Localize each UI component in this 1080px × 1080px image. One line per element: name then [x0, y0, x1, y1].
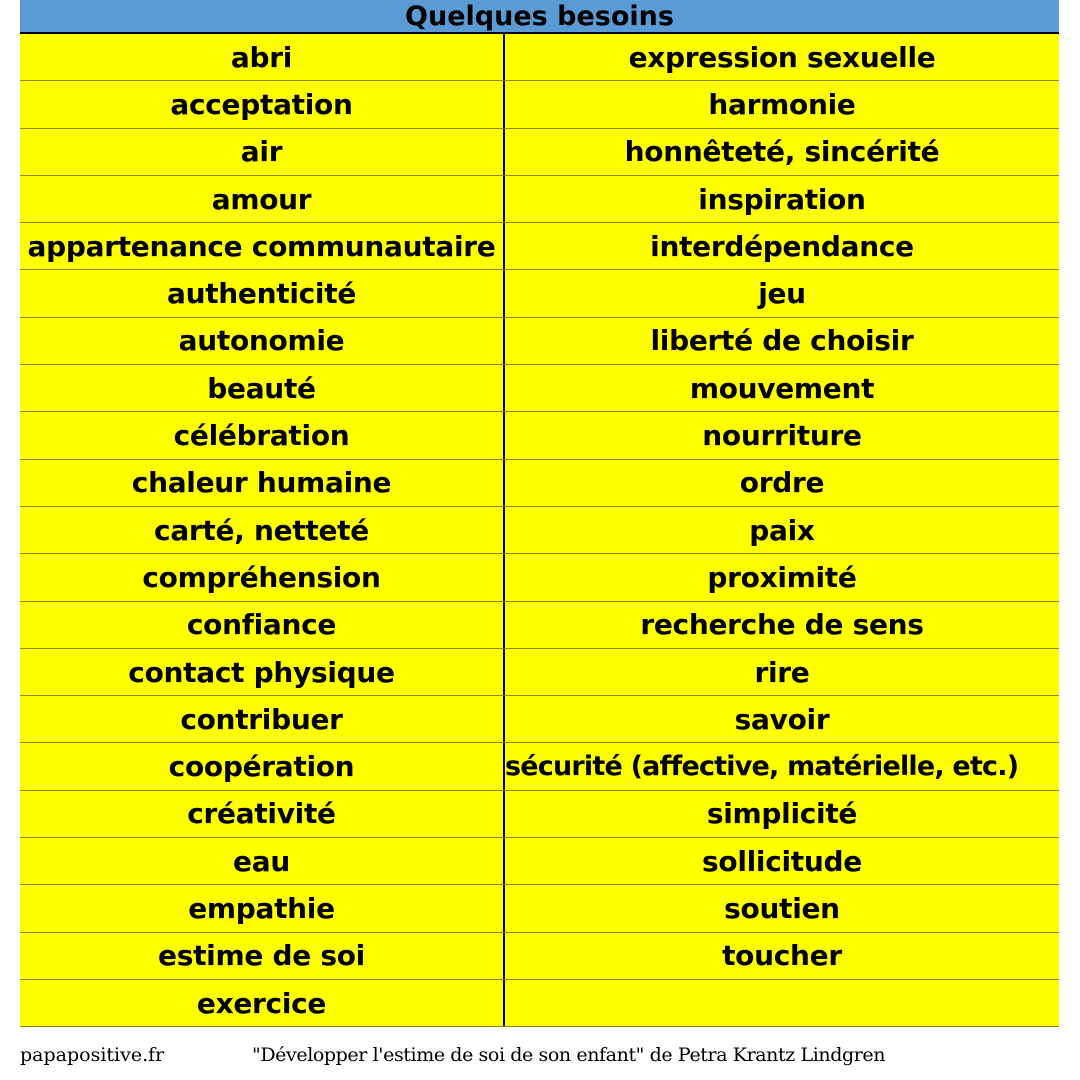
table-row: [20, 460, 1059, 507]
cell-left: abri: [20, 34, 505, 80]
cell-left: exercice: [20, 980, 505, 1026]
cell-right: [505, 980, 1059, 1026]
cell-left: empathie: [20, 885, 505, 931]
cell-left: compréhension: [20, 554, 505, 600]
table-row: [20, 649, 1059, 696]
table-row: [20, 554, 1059, 601]
table-row: [20, 412, 1059, 459]
table-row: [20, 129, 1059, 176]
footer-credit: "Développer l'estime de soi de son enfant" de Petra Krantz Lindgren: [252, 1044, 886, 1066]
cell-right: simplicité: [706, 797, 858, 831]
cell-left: acceptation: [20, 81, 505, 127]
table-row: [20, 34, 1059, 81]
cell-left: autonomie: [20, 318, 505, 364]
cell-left: chaleur humaine: [20, 460, 505, 506]
cell-left: contribuer: [20, 696, 505, 742]
cell-left: carté, netteté: [20, 507, 505, 553]
cell-right: sollicitude: [702, 844, 862, 878]
cell-left: créativité: [20, 791, 505, 837]
cell-left: estime de soi: [20, 933, 505, 979]
cell-right: sécurité (affective, matérielle, etc.): [505, 751, 1019, 783]
table-row: [20, 980, 1059, 1027]
cell-right: jeu: [758, 277, 806, 311]
cell-right: proximité: [707, 560, 857, 594]
table-row: [20, 176, 1059, 223]
cell-left: air: [20, 129, 505, 175]
cell-left: contact physique: [20, 649, 505, 695]
table-row: [20, 696, 1059, 743]
table-row: [20, 507, 1059, 554]
cell-left: beauté: [20, 365, 505, 411]
cell-right: toucher: [722, 939, 842, 973]
table-row: [20, 365, 1059, 412]
table-row: [20, 602, 1059, 649]
cell-left: authenticité: [20, 270, 505, 316]
cell-left: amour: [20, 176, 505, 222]
cell-right: soutien: [724, 891, 840, 925]
cell-right: honnêteté, sincérité: [624, 135, 940, 169]
cell-left: eau: [20, 838, 505, 884]
cell-left: appartenance communautaire: [20, 223, 505, 269]
table-row: [20, 838, 1059, 885]
table-row: [20, 933, 1059, 980]
footer: [20, 1040, 1060, 1076]
table-row: [20, 743, 1059, 790]
table-row: [20, 81, 1059, 128]
table-row: [20, 318, 1059, 365]
cell-right: savoir: [734, 702, 830, 736]
cell-right: inspiration: [698, 182, 866, 216]
footer-site: papapositive.fr: [20, 1044, 165, 1066]
table-title: Quelques besoins: [20, 0, 1059, 34]
table-body: [20, 34, 1059, 1027]
cell-right: recherche de sens: [640, 608, 924, 642]
table-row: [20, 885, 1059, 932]
cell-right: mouvement: [689, 371, 875, 405]
cell-left: confiance: [20, 602, 505, 648]
cell-right: interdépendance: [650, 229, 914, 263]
cell-right: ordre: [739, 466, 825, 500]
cell-right: liberté de choisir: [650, 324, 914, 358]
cell-right: rire: [754, 655, 810, 689]
needs-table: [20, 0, 1059, 1030]
table-row: [20, 791, 1059, 838]
cell-right: expression sexuelle: [628, 40, 936, 74]
cell-left: coopération: [20, 743, 505, 789]
cell-right: harmonie: [708, 87, 856, 121]
cell-left: célébration: [20, 412, 505, 458]
table-row: [20, 223, 1059, 270]
table-row: [20, 270, 1059, 317]
cell-right: nourriture: [702, 419, 862, 453]
cell-right: paix: [749, 513, 815, 547]
